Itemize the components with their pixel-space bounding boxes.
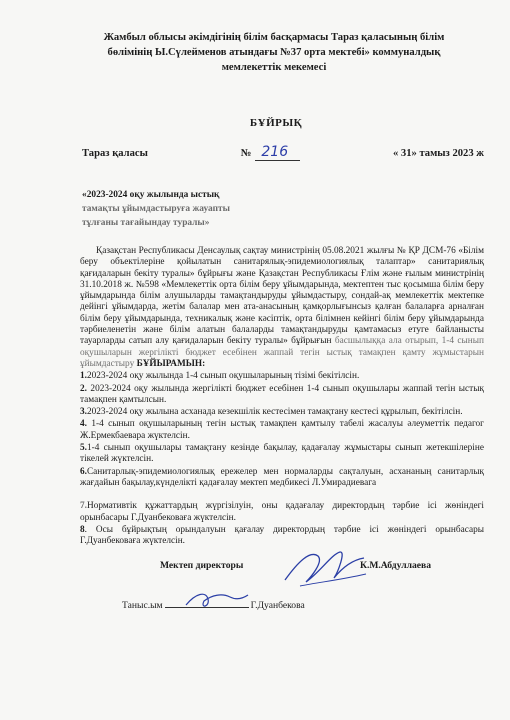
- acknowledgement-block: [122, 597, 482, 611]
- item-text: . Осы бұйрықтың орындалуын қағалау директордың тәрбие ісі жөніндегі орынбасары Г.Дуанбековаға жүктелсін.: [80, 524, 484, 547]
- item-number: 2.: [80, 383, 87, 394]
- item-text: 1-4 сынып оқушылары тамақтану кезінде бақылау, қадағалау жұмыстары сынып жетекшілеріне тікелей жүктелсін.: [80, 443, 484, 465]
- list-item: [80, 467, 484, 490]
- director-name: К.М.Абдуллаева: [360, 560, 432, 572]
- acknowledgement-signature-icon: [182, 587, 252, 613]
- subject-line-2: тамақты ұйымдастыруға жауапты: [82, 204, 230, 214]
- item-number: 1.: [80, 371, 87, 382]
- acknowledged-name: Г.Дуанбекова: [250, 600, 305, 612]
- director-role: Мектеп директоры: [160, 560, 244, 572]
- item-text: Санитарлық-эпидемиологиялық ережелер мен нормаларды сақталуын, асхананың санитарлық жағдайын бақылау,күнделікті қадағалау мектеп медбикесі Л.Умирадиевага: [80, 466, 484, 488]
- document-body: [80, 246, 484, 547]
- decree-word: БҰЙЫРАМЫН:: [136, 358, 206, 369]
- list-item: [80, 407, 484, 418]
- document-subject: [82, 188, 282, 230]
- item-text: 2023-2024 оқу жылында 1-4 сынып оқушыларының тізімі бекітілсін.: [86, 371, 360, 382]
- item-text: 2023-2024 оқу жылында жергілікті бюджет есебінен 1-4 сынып оқушылары жаппай тегін ыстық тамақпен қамтылсын.: [80, 383, 484, 405]
- item-number: 3.: [80, 407, 87, 418]
- document-date: « 31» тамыз 2023 ж: [392, 148, 484, 159]
- number-label: №: [240, 148, 252, 159]
- director-signature-block: [160, 560, 482, 571]
- director-signature-icon: [280, 542, 370, 592]
- document-city: Тараз қаласы: [82, 148, 148, 159]
- item-number: 7.: [80, 501, 87, 512]
- document-meta: [82, 144, 484, 161]
- list-item: [80, 443, 484, 466]
- intro-text: Қазақстан Республикасы Денсаулық сақтау министрінің 05.08.2021 жылғы № ҚР ДСМ-76 «Білім беру объектілеріне қойылатын санитарялық-эпидемиологиялық талаптар» санитариялық қағидаларын бекіту туралы» бұйрығы және Қазақстан Республикасы Ғлім және ғылым министрінің 31.10.2018 ж. №598 «Мемлекеттік орта білім беру ұйымдарында, мектептен тыс қосымша білім беру ұйымдарында білім алушыларды тамақтандыруды ұйымдастыру, сондай-ақ мемлекеттік мектепке дейінгі ұйымдарда, жетім балалар мен ата-анасының қамқорлығынсыз қалған балаларға арналған білім беру ұйымдарында, техникалық және кәсіптік, орта білімнен кейінгі білім беру ұйымдарында тәрбиеленетін және білім алатын балаларды тамақтандыруды қамтамасыз етуге байланысты тауарларды сатып алу қағидаларын бекіту туралы» бұйрығын: [80, 246, 484, 347]
- list-item: [80, 419, 484, 442]
- acknowledged-label: Таныс.ым: [122, 600, 163, 612]
- item-number: 4.: [80, 419, 87, 430]
- organization-header: [76, 30, 472, 75]
- document-title: БҰЙРЫҚ: [249, 117, 303, 129]
- list-item: [80, 384, 484, 407]
- item-text: 2023-2024 оқу жылына асханада кезекшілік кестесімен тамақтану кестесі құрылып, бекітілсін.: [86, 407, 463, 418]
- header-line-3: мемлекеттік мекемесі: [221, 62, 327, 73]
- header-line-2: бөлімінің Ы.Сүлейменов атындағы №37 орта мектебі» коммуналдық: [107, 47, 441, 58]
- body-intro: [80, 246, 484, 370]
- subject-line-1: «2023-2024 оқу жылында ыстық: [82, 190, 220, 200]
- item-number: 6.: [80, 466, 87, 477]
- number-value: 216: [255, 144, 300, 161]
- document-number: [241, 144, 300, 161]
- list-item: [80, 371, 484, 382]
- subject-line-3: тұлғаны тағайындау туралы»: [82, 218, 210, 228]
- list-item: [80, 501, 484, 524]
- intro-faint-text: басшылыққа ала отырып, 1-4 сынып оқушыларын жергілікті бюджет есебінен жаппай тегін ыстық тамақпен қамту жұмыстарын ұйымдастыру: [80, 336, 485, 369]
- header-line-1: Жамбыл облысы әкімдігінің білім басқармасы Тараз қаласының білім: [103, 32, 445, 43]
- item-number: 8: [80, 524, 85, 535]
- item-text: 1-4 сынып оқушыларының тегін ыстық тамақпен қамтылу табелі жасалуы әлеуметтік педагог Ж.Ермекбаевара жүктелсін.: [80, 419, 484, 441]
- item-text: Нормативтік құжаттардың жүргізілуін, оны қадағалау директордың тәрбие ісі жөніндегі орынбасары Г.Дуанбековаға жүктелсін.: [80, 501, 484, 523]
- item-number: 5.: [80, 443, 87, 454]
